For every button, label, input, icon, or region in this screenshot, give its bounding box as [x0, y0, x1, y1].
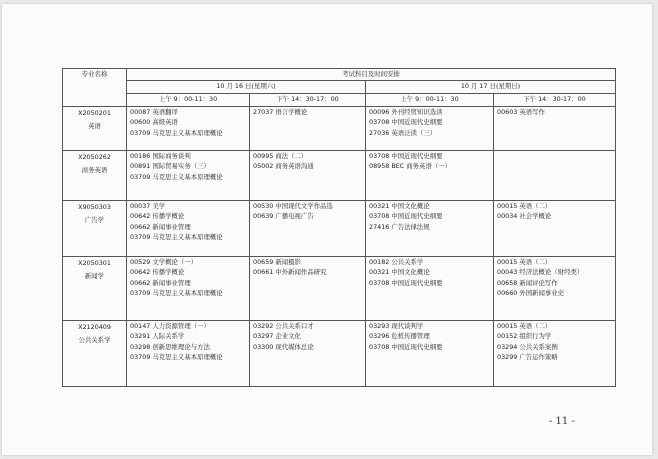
session-cell: [127, 151, 250, 201]
course-entry: 00015 英语（二）: [497, 322, 552, 330]
table-row: [63, 321, 616, 387]
table-row: [63, 201, 616, 257]
course-entry: 00529 文学概论（一）: [130, 258, 198, 266]
header-session: 下午 14：30-17：00: [494, 94, 616, 107]
major-code: X9050303: [78, 203, 111, 211]
course-entry: 00147 人力资源管理（一）: [130, 322, 210, 330]
course-entry: 03709 马克思主义基本原理概论: [130, 288, 223, 297]
course-entry: 03709 马克思主义基本原理概论: [130, 232, 223, 241]
major-name: 广告学: [84, 216, 105, 224]
session-cell: [127, 257, 250, 321]
course-entry: 00043 经济法概论（财经类）: [497, 268, 584, 277]
course-entry: 00658 新闻评论写作: [497, 278, 558, 287]
major-cell: [63, 201, 127, 257]
course-entry: 00662 新闻事业管理: [130, 222, 191, 231]
header-session: 下午 14：30-17：00: [250, 94, 366, 107]
page-number: - 11 -: [549, 416, 575, 427]
course-entry: 03708 中国近现代史纲要: [369, 278, 443, 287]
course-entry: 03294 公共关系案例: [497, 342, 558, 351]
course-entry: 00639 广播电视广告: [253, 212, 314, 221]
course-entry: 27036 英语泛读（三）: [369, 128, 437, 137]
course-entry: 08958 BEC 商务英语（一）: [369, 162, 452, 171]
session-cell: [366, 107, 494, 151]
course-entry: 03296 危机传播管理: [369, 332, 430, 341]
course-entry: 00096 外刊经贸知识选读: [369, 108, 443, 116]
course-entry: 00321 中国文化概论: [369, 202, 430, 210]
course-entry: 00037 美学: [130, 202, 166, 210]
header-major: 专业名称: [63, 69, 127, 107]
major-cell: [63, 257, 127, 321]
course-entry: 00642 传播学概论: [130, 212, 185, 221]
header-session: 上午 9：00-11：30: [366, 94, 494, 107]
course-entry: 00530 中国现代文学作品选: [253, 202, 333, 210]
session-cell: [494, 257, 616, 321]
session-cell: [250, 257, 366, 321]
course-entry: 03708 中国近现代史纲要: [369, 212, 443, 221]
course-entry: 03291 人际关系学: [130, 332, 185, 341]
table-row: [63, 107, 616, 151]
major-name: 英语: [88, 122, 101, 130]
major-cell: [63, 107, 127, 151]
session-cell: [250, 321, 366, 387]
course-entry: 03709 马克思主义基本原理概论: [130, 352, 223, 361]
course-entry: 05002 商务英语沟通: [253, 162, 314, 171]
course-entry: 03709 马克思主义基本原理概论: [130, 128, 223, 137]
course-entry: 00015 英语（二）: [497, 258, 552, 266]
course-entry: 03708 中国近现代史纲要: [369, 118, 443, 127]
session-cell: [366, 201, 494, 257]
course-entry: 00182 公共关系学: [369, 258, 424, 266]
table-row: [63, 257, 616, 321]
course-entry: 00034 社会学概论: [497, 212, 552, 221]
session-cell: [494, 201, 616, 257]
header-session: 上午 9：00-11：30: [127, 94, 250, 107]
major-code: X2050201: [78, 109, 111, 117]
session-cell: [250, 201, 366, 257]
course-entry: 03298 创新思维理论与方法: [130, 342, 210, 351]
session-cell: [127, 201, 250, 257]
session-cell: [494, 107, 616, 151]
major-name: 新闻学: [84, 272, 105, 280]
session-cell: [250, 107, 366, 151]
course-entry: 00015 英语（二）: [497, 202, 552, 210]
course-entry: 00660 外国新闻事业史: [497, 288, 565, 297]
course-entry: 00600 高级英语: [130, 118, 178, 127]
course-entry: 03709 马克思主义基本原理概论: [130, 172, 223, 181]
course-entry: 00642 传播学概论: [130, 268, 185, 277]
major-cell: [63, 151, 127, 201]
course-entry: 27037 语言学概论: [253, 108, 308, 116]
course-entry: 00321 中国文化概论: [369, 268, 430, 277]
course-entry: 03708 中国近现代史纲要: [369, 342, 443, 351]
session-cell: [250, 151, 366, 201]
course-entry: 03300 现代媒体总论: [253, 342, 314, 351]
course-entry: 00659 新闻摄影: [253, 258, 301, 266]
course-entry: 03292 公共关系口才: [253, 322, 314, 330]
course-entry: 00995 商法（二）: [253, 152, 308, 160]
course-entry: 03297 企业文化: [253, 332, 301, 341]
course-entry: 00661 中外新闻作品研究: [253, 268, 327, 277]
major-name: 商务英语: [81, 166, 108, 174]
course-entry: 00891 国际贸易实务（三）: [130, 162, 210, 171]
course-entry: 00603 英语写作: [497, 108, 545, 116]
exam-schedule-table: [62, 68, 616, 387]
course-entry: 00662 新闻事业管理: [130, 278, 191, 287]
session-cell: [366, 321, 494, 387]
course-entry: 03708 中国近现代史纲要: [369, 152, 443, 160]
course-entry: 03293 现代谈判学: [369, 322, 424, 330]
major-cell: [63, 321, 127, 387]
session-cell: [127, 107, 250, 151]
session-cell: [366, 151, 494, 201]
session-cell: [127, 321, 250, 387]
table-row: [63, 151, 616, 201]
header-day: 10 月 17 日(星期日): [366, 81, 616, 94]
session-cell: [366, 257, 494, 321]
header-day: 10 月 16 日(星期六): [127, 81, 366, 94]
major-code: X2050262: [78, 153, 111, 161]
header-schedule-title: 考试科目及时间安排: [127, 69, 616, 81]
course-entry: 27416 广告法律法规: [369, 222, 430, 231]
course-entry: 03299 广告运作策略: [497, 352, 558, 361]
major-name: 公共关系学: [78, 336, 111, 344]
major-code: X2120409: [78, 323, 111, 331]
course-entry: 00087 英语翻译: [130, 108, 178, 116]
course-entry: 00152 组织行为学: [497, 332, 552, 341]
session-cell: [494, 151, 616, 201]
course-entry: 00186 国际商务谈判: [130, 152, 191, 160]
session-cell: [494, 321, 616, 387]
document-page: [2, 4, 652, 455]
major-code: X2050301: [78, 259, 111, 267]
